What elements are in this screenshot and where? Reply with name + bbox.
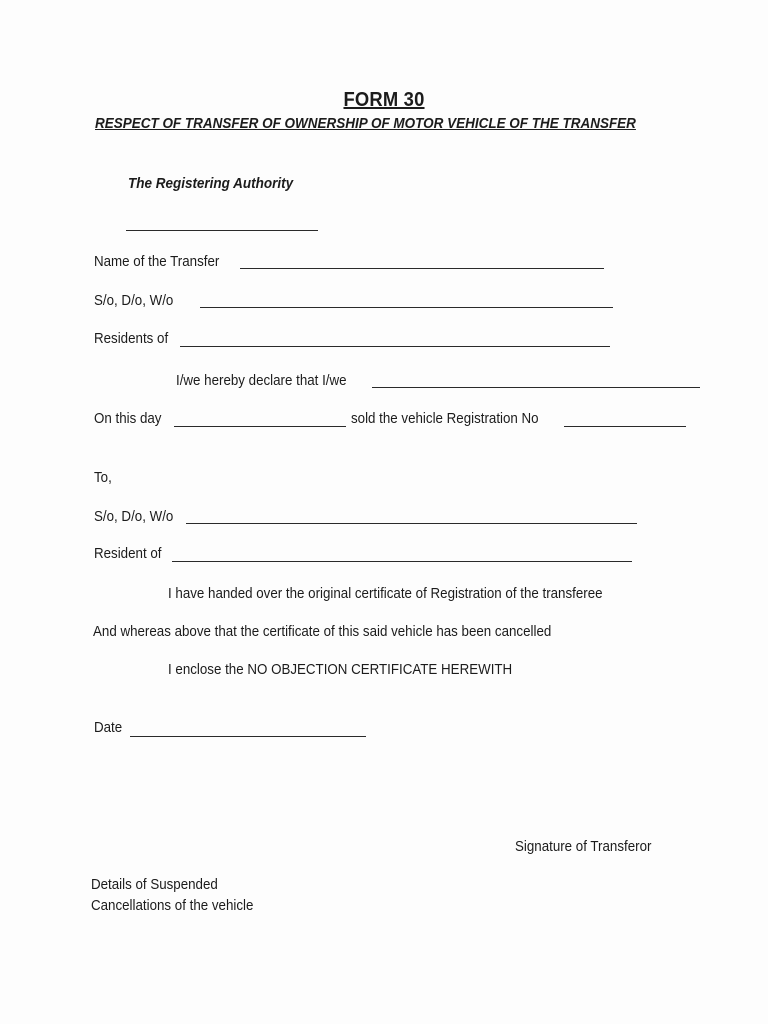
form-title: FORM 30	[343, 89, 425, 111]
handed-over-statement: I have handed over the original certificate of Registration of the transferee	[168, 586, 603, 602]
residents-of-label: Residents of	[94, 331, 169, 347]
declare-label: I/we hereby declare that I/we	[176, 373, 347, 389]
whereas-statement: And whereas above that the certificate of this said vehicle has been cancelled	[93, 624, 552, 640]
resident-of-line[interactable]	[172, 561, 632, 562]
form-subtitle: RESPECT OF TRANSFER OF OWNERSHIP OF MOTOR VEHICLE OF THE TRANSFER	[95, 116, 636, 132]
to-label: To,	[94, 470, 112, 486]
on-this-day-line[interactable]	[174, 426, 346, 427]
sdw-line-1[interactable]	[200, 307, 613, 308]
date-label: Date	[94, 720, 123, 736]
authority-blank-line[interactable]	[126, 230, 318, 231]
residents-of-line[interactable]	[180, 346, 610, 347]
sdw-label-1: S/o, D/o, W/o	[94, 293, 174, 309]
sdw-line-2[interactable]	[186, 523, 637, 524]
name-of-transfer-line[interactable]	[240, 268, 604, 269]
registering-authority-heading: The Registering Authority	[128, 176, 294, 192]
sold-vehicle-label: sold the vehicle Registration No	[351, 411, 539, 427]
on-this-day-label: On this day	[94, 411, 162, 427]
sdw-label-2: S/o, D/o, W/o	[94, 509, 174, 525]
name-of-transfer-label: Name of the Transfer	[94, 254, 220, 270]
signature-label: Signature of Transferor	[515, 839, 652, 855]
details-line-1: Details of Suspended	[91, 877, 218, 893]
registration-no-line[interactable]	[564, 426, 686, 427]
details-line-2: Cancellations of the vehicle	[91, 898, 254, 914]
enclose-statement: I enclose the NO OBJECTION CERTIFICATE HEREWITH	[168, 662, 513, 678]
resident-of-label: Resident of	[94, 546, 162, 562]
date-line[interactable]	[130, 736, 366, 737]
declare-line[interactable]	[372, 387, 700, 388]
